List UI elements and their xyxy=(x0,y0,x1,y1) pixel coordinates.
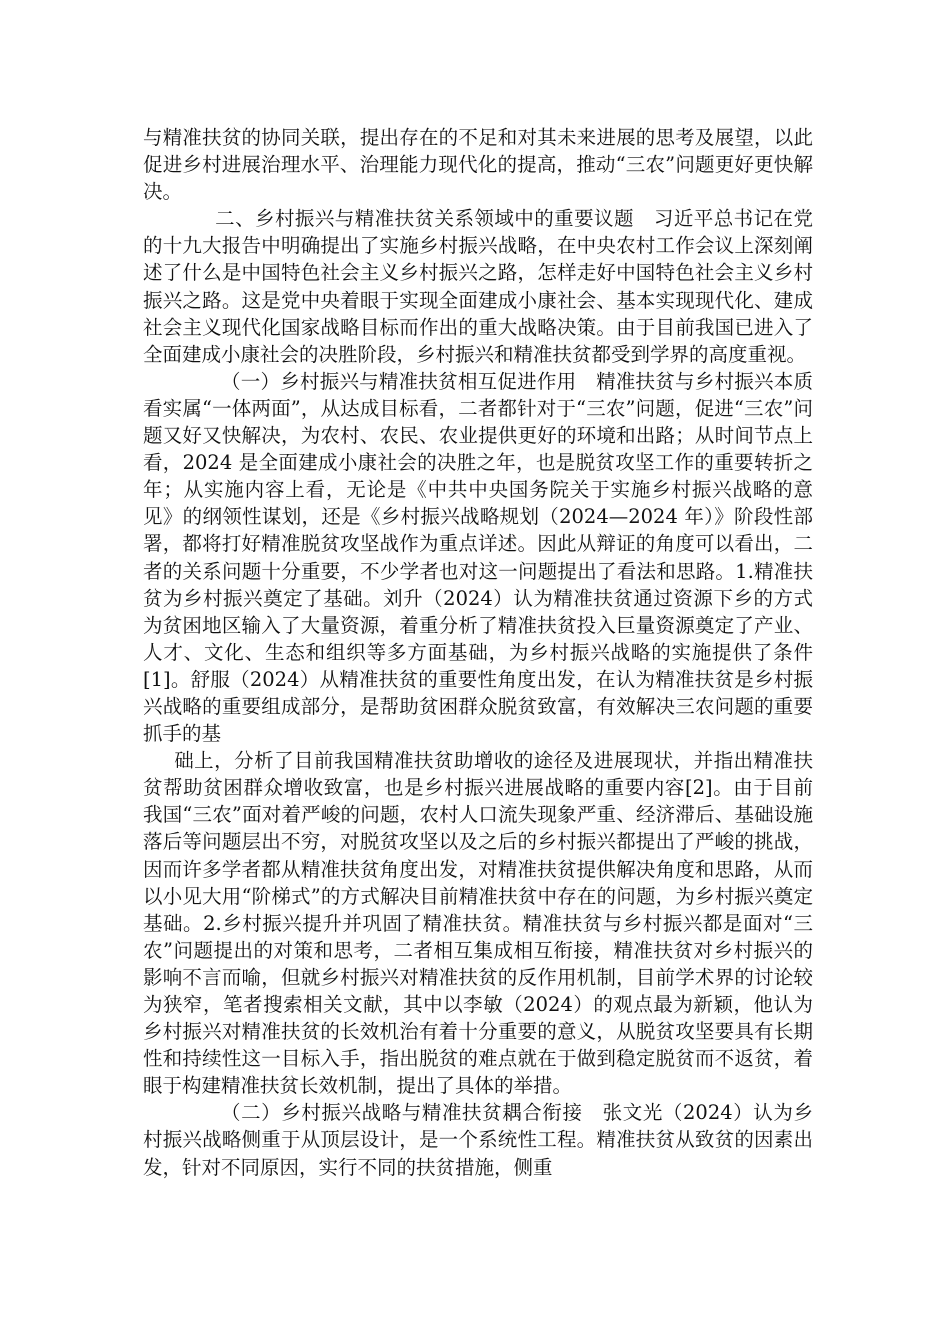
paragraph-subsection-one-continued: 础上，分析了目前我国精准扶贫助增收的途径及进展现状，并指出精准扶贫帮助贫困群众增收致富，也是乡村振兴进展战略的重要内容[2]。由于目前我国“三农”面对着严峻的问题，农村人口流失现象严重、经济滞后、基础设施落后等问题层出不穷，对脱贫攻坚以及之后的乡村振兴都提出了严峻的挑战，因而许多学者都从精准扶贫角度出发，对精准扶贫提供解决角度和思路，从而以小见大用“阶梯式”的方式解决目前精准扶贫中存在的问题，为乡村振兴奠定基础。2.乡村振兴提升并巩固了精准扶贫。精准扶贫与乡村振兴都是面对“三农”问题提出的对策和思考，二者相互集成相互衔接，精准扶贫对乡村振兴的影响不言而喻，但就乡村振兴对精准扶贫的反作用机制，目前学术界的讨论较为狭窄，笔者搜索相关文献，其中以李敏（2024）的观点最为新颖，他认为乡村振兴对精准扶贫的长效机治有着十分重要的意义，从脱贫攻坚要具有长期性和持续性这一目标入手，指出脱贫的难点就在于做到稳定脱贫而不返贫，着眼于构建精准扶贫长效机制，提出了具体的举措。 xyxy=(143,749,813,1098)
paragraph-continuation: 与精准扶贫的协同关联，提出存在的不足和对其未来进展的思考及展望，以此促进乡村进展治理水平、治理能力现代化的提高，推动“三农”问题更好更快解决。 xyxy=(143,126,813,204)
paragraph-subsection-two: （二）乡村振兴战略与精准扶贫耦合衔接 张文光（2024）认为乡村振兴战略侧重于从顶层设计，是一个系统性工程。精准扶贫从致贫的因素出发，针对不同原因，实行不同的扶贫措施，侧重 xyxy=(143,1101,813,1179)
document-body xyxy=(143,124,813,1181)
paragraph-section-two: 二、乡村振兴与精准扶贫关系领域中的重要议题 习近平总书记在党的十九大报告中明确提出了实施乡村振兴战略，在中央农村工作会议上深刻阐述了什么是中国特色社会主义乡村振兴之路，怎样走好中国特色社会主义乡村振兴之路。这是党中央着眼于实现全面建成小康社会、基本实现现代化、建成社会主义现代化国家战略目标而作出的重大战略决策。由于目前我国已进入了全面建成小康社会的决胜阶段，乡村振兴和精准扶贫都受到学界的高度重视。 xyxy=(143,207,813,366)
paragraph-subsection-one: （一）乡村振兴与精准扶贫相互促进作用 精准扶贫与乡村振兴本质看实属“一体两面”，从达成目标看，二者都针对于“三农”问题，促进“三农”问题又好又快解决，为农村、农民、农业提供更好的环境和出路；从时间节点上看，2024 是全面建成小康社会的决胜之年，也是脱贫攻坚工作的重要转折之年；从实施内容上看，无论是《中共中央国务院关于实施乡村振兴战略的意见》的纲领性谋划，还是《乡村振兴战略规划（2024—2024 年）》阶段性部署，都将打好精准脱贫攻坚战作为重点详述。因此从辩证的角度可以看出，二者的关系问题十分重要，不少学者也对这一问题提出了看法和思路。1.精准扶贫为乡村振兴奠定了基础。刘升（2024）认为精准扶贫通过资源下乡的方式为贫困地区输入了大量资源，着重分析了精准扶贫投入巨量资源奠定了产业、人才、文化、生态和组织等多方面基础，为乡村振兴战略的实施提供了条件[1]。舒服（2024）从精准扶贫的重要性角度出发，在认为精准扶贫是乡村振兴战略的重要组成部分，是帮助贫困群众脱贫致富，有效解决三农问题的重要抓手的基 xyxy=(143,369,813,746)
